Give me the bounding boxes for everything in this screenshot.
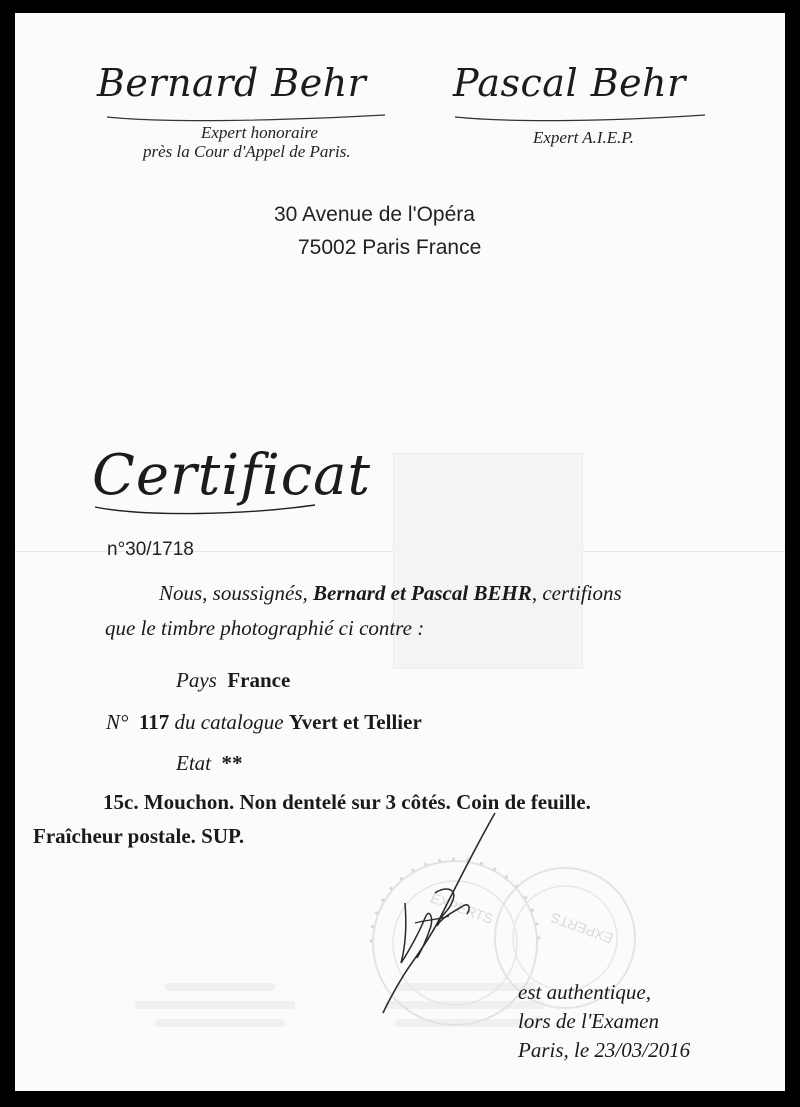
expert1-title-line1: Expert honoraire <box>201 123 318 142</box>
address-line1: 30 Avenue de l'Opéra <box>274 203 475 226</box>
letterhead-flourish-underline <box>15 113 785 153</box>
country-row <box>176 668 290 693</box>
intro-names: Bernard et Pascal BEHR <box>313 581 532 605</box>
expert2-name: Pascal Behr <box>453 61 686 105</box>
certificate-number: n°30/1718 <box>107 539 194 560</box>
intro-suffix: , certifions <box>531 581 622 605</box>
closing-line2: lors de l'Examen <box>518 1009 659 1033</box>
seal-center-text-left: EXPERTS <box>428 889 496 927</box>
catalogue-value: Yvert et Tellier <box>288 710 422 734</box>
expert2-title: Expert A.I.E.P. <box>533 128 634 147</box>
closing-line1: est authentique, <box>518 980 651 1004</box>
catalogue-label: du catalogue <box>174 710 284 734</box>
state-row <box>176 751 243 776</box>
number-label: N° <box>106 710 129 734</box>
country-value: France <box>227 668 291 692</box>
expert1-title-line2: près la Cour d'Appel de Paris. <box>143 142 351 161</box>
state-label: Etat <box>176 751 211 775</box>
catalogue-row <box>106 710 422 735</box>
certificate-page <box>15 13 785 1091</box>
country-label: Pays <box>176 668 217 692</box>
intro-prefix: Nous, soussignés, <box>159 581 308 605</box>
address-line2: 75002 Paris France <box>298 236 482 259</box>
certificate-heading: Certificat <box>92 443 372 508</box>
state-value: ** <box>221 751 243 775</box>
number-value: 117 <box>138 710 170 734</box>
description-line1: 15c. Mouchon. Non dentelé sur 3 côtés. Coin de feuille. <box>103 790 591 814</box>
description-line2: Fraîcheur postale. SUP. <box>33 824 245 848</box>
expert1-name: Bernard Behr <box>97 61 367 105</box>
intro-line2: que le timbre photographié ci contre : <box>105 616 425 640</box>
seal-center-text-right: EXPERTS <box>548 909 616 947</box>
heading-flourish <box>85 501 385 531</box>
intro-line1 <box>159 581 622 606</box>
handwritten-signature <box>345 808 545 1028</box>
svg-text:• • • • • • • • • • • • • • •: • • • • • • • • • • • • • • • • • • • • <box>351 832 547 944</box>
closing-line3: Paris, le 23/03/2016 <box>518 1038 691 1062</box>
